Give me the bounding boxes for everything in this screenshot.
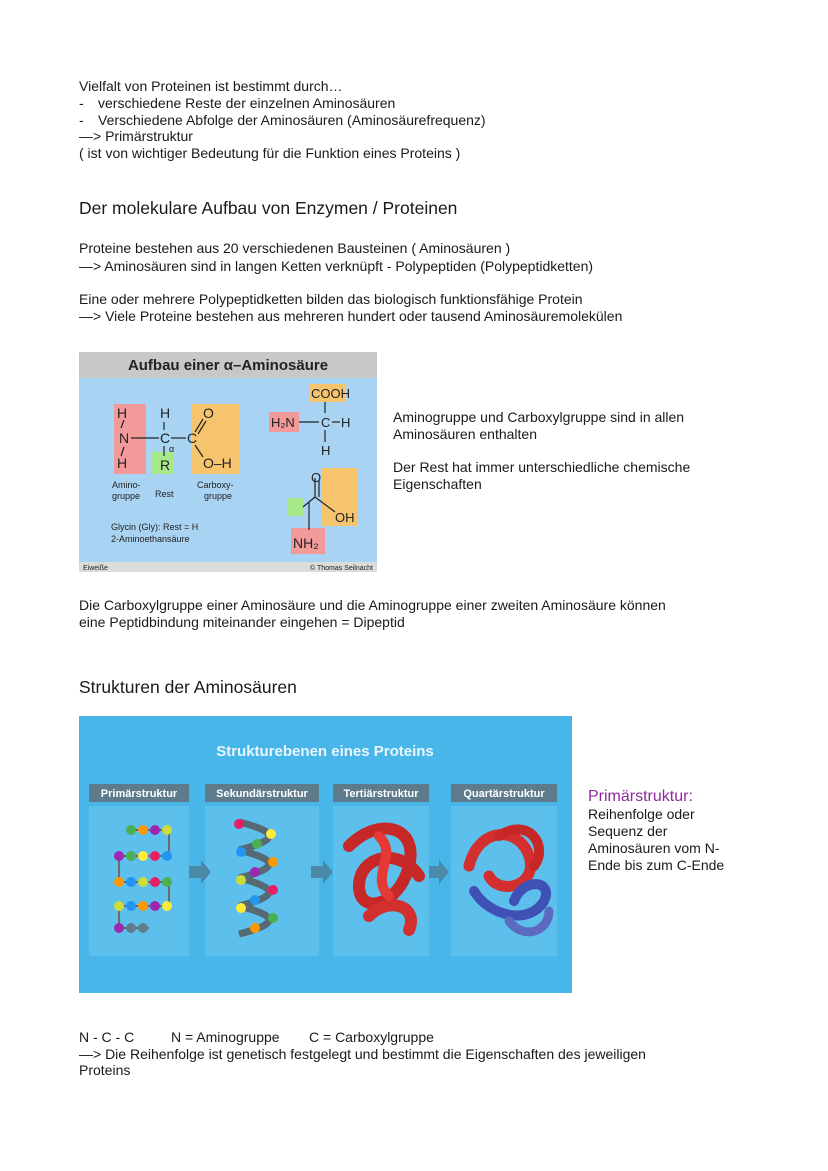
intro-bullet-1: verschiedene Reste der einzelnen Aminosäuren (98, 95, 396, 111)
label-primaer: Primärstruktur (100, 788, 178, 800)
svg-text:H: H (160, 405, 171, 421)
label-amino: Amino- (112, 480, 141, 490)
label-sekundaer: Sekundärstruktur (216, 788, 308, 800)
bullet-dash: - (79, 95, 84, 111)
svg-text:N: N (119, 430, 130, 446)
fig1-text-line1: Aminogruppe und Carboxylgruppe sind in allen (393, 409, 685, 425)
svg-text:H: H (341, 415, 351, 430)
svg-text:O: O (311, 470, 322, 485)
para1-line1: Proteine bestehen aus 20 verschiedenen Bausteinen ( Aminosäuren ) (79, 240, 511, 256)
dipeptid-line1: Die Carboxylgruppe einer Aminosäure und die Aminogruppe einer zweiten Aminosäure können (79, 597, 666, 613)
intro-heading: Vielfalt von Proteinen ist bestimmt durch… (79, 78, 343, 94)
protein-structure-diagram (79, 716, 572, 993)
figure2-title: Strukturebenen eines Proteins (216, 743, 434, 760)
svg-text:R: R (160, 457, 171, 473)
intro-bullet-2: Verschiedene Abfolge der Aminosäuren (Aminosäurefrequenz) (98, 112, 486, 128)
svg-text:C: C (160, 430, 171, 446)
svg-text:C: C (187, 430, 198, 446)
primaer-title: Primärstruktur: (588, 788, 693, 805)
svg-text:gruppe: gruppe (112, 491, 141, 501)
label-carboxy: Carboxy- (197, 480, 234, 490)
intro-note: ( ist von wichtiger Bedeutung für die Funktion eines Proteins ) (79, 145, 461, 161)
svg-text:NH₂: NH₂ (293, 535, 319, 551)
primaer-line3: Aminosäuren vom N- (588, 840, 720, 856)
dipeptid-line2: eine Peptidbindung miteinander eingehen = Dipeptid (79, 614, 405, 630)
para1-line2: —> Aminosäuren sind in langen Ketten verknüpft - Polypeptiden (Polypeptidketten) (79, 258, 594, 274)
intro-arrow-line: —> Primärstruktur (79, 128, 193, 144)
svg-text:H: H (321, 443, 331, 458)
svg-text:O: O (203, 405, 214, 421)
amino-acid-diagram (79, 352, 377, 572)
section-title-aufbau: Der molekulare Aufbau von Enzymen / Proteinen (79, 198, 458, 218)
svg-text:H: H (117, 405, 128, 421)
label-tertiaer: Tertiärstruktur (343, 788, 419, 800)
primaer-line1: Reihenfolge oder (588, 806, 695, 822)
primaer-line2: Sequenz der (588, 823, 668, 839)
svg-text:gruppe: gruppe (204, 491, 233, 501)
svg-text:α: α (169, 444, 175, 454)
label-rest: Rest (155, 489, 174, 499)
n-definition: N = Aminogruppe (171, 1029, 280, 1045)
footer-right: © Thomas Seilnacht (309, 565, 373, 572)
svg-text:C: C (321, 415, 331, 430)
primaer-line4: Ende bis zum C-Ende (588, 857, 725, 873)
para2-line1: Eine oder mehrere Polypeptidketten bilden das biologisch funktionsfähige Protein (79, 291, 583, 307)
glycin-line2: 2-Aminoethansäure (111, 534, 190, 544)
svg-text:COOH: COOH (311, 386, 350, 401)
fig1-text-line4: Eigenschaften (393, 476, 482, 492)
para2-line2: —> Viele Proteine bestehen aus mehreren hundert oder tausend Aminosäuremolekülen (79, 308, 623, 324)
section-title-strukturen: Strukturen der Aminosäuren (79, 677, 297, 697)
label-quartaer: Quartärstruktur (463, 788, 545, 800)
figure-title: Aufbau einer α–Aminosäure (127, 357, 329, 374)
svg-text:OH: OH (335, 510, 355, 525)
svg-text:H: H (117, 455, 128, 471)
formula-ncc: N - C - C (79, 1029, 135, 1045)
footer-left: Eiweiße (83, 565, 108, 572)
svg-text:H₂N: H₂N (271, 415, 295, 430)
c-definition: C = Carboxylgruppe (309, 1029, 434, 1045)
svg-text:O–H: O–H (203, 455, 232, 471)
fig1-text-line2: Aminosäuren enthalten (393, 426, 537, 442)
arrow-3 (429, 860, 449, 884)
bottom-line3: Proteins (79, 1062, 131, 1078)
glycin-line1: Glycin (Gly): Rest = H (111, 522, 199, 532)
bottom-line2: —> Die Reihenfolge ist genetisch festgelegt und bestimmt die Eigenschaften des jeweiligen (79, 1046, 646, 1062)
fig1-text-line3: Der Rest hat immer unterschiedliche chemische (393, 459, 691, 475)
bullet-dash: - (79, 112, 84, 128)
